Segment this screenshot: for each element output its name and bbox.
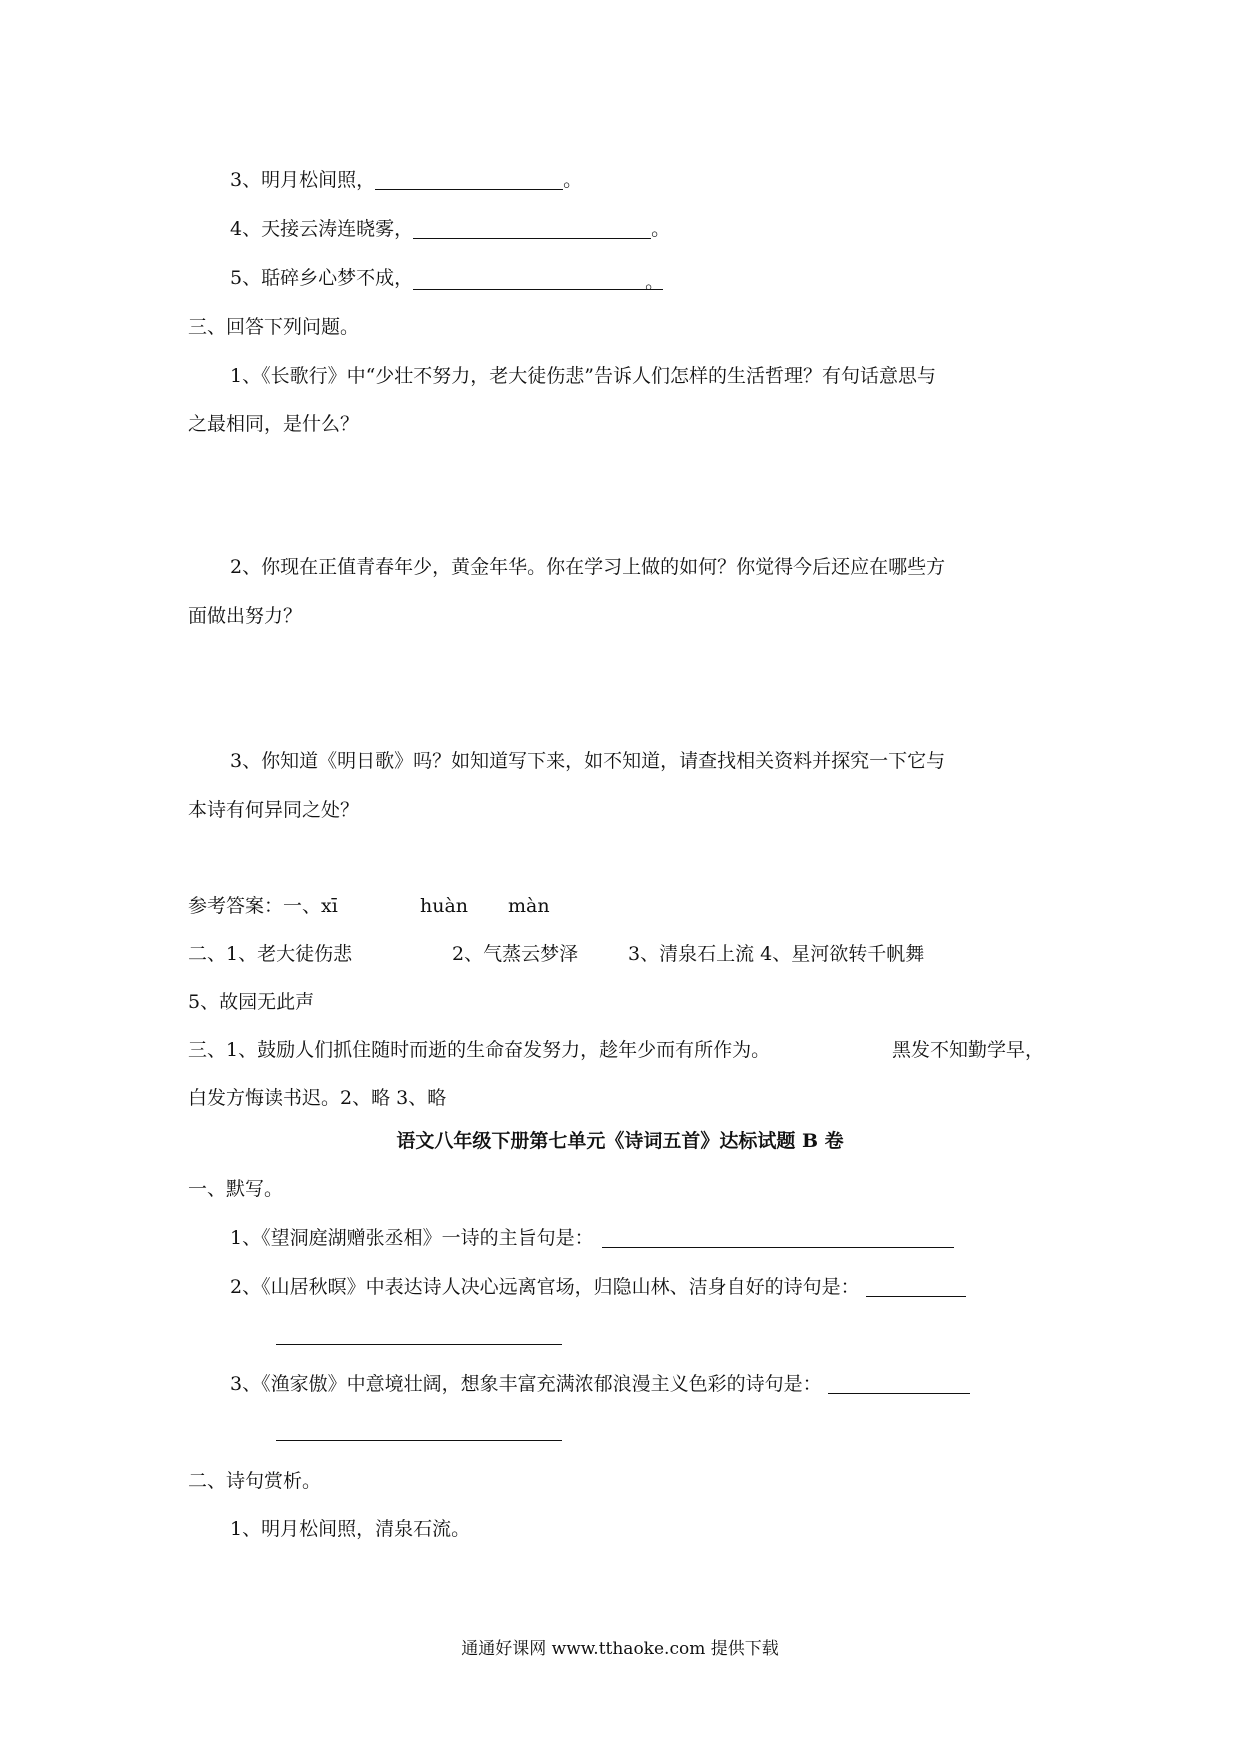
answer-blank[interactable] xyxy=(828,1373,970,1394)
section-3-q2-line1: 2、你现在正值青春年少，黄金年华。你在学习上做的如何？你觉得今后还应在哪些方 xyxy=(230,556,946,578)
fill-question-3 xyxy=(230,167,582,193)
answers-pinyin-2: huàn xyxy=(420,895,469,917)
section-3-q3-line2: 本诗有何异同之处？ xyxy=(188,799,360,821)
test-b-q3-text: 3、《渔家傲》中意境壮阔，想象丰富充满浓郁浪漫主义色彩的诗句是： xyxy=(230,1373,822,1395)
answer-blank[interactable] xyxy=(413,218,651,239)
section-3-q1-line2: 之最相同，是什么？ xyxy=(188,413,360,435)
test-b-section-2-q1: 1、明月松间照，清泉石流。 xyxy=(230,1518,471,1540)
period: 。 xyxy=(651,218,671,240)
answer-blank[interactable] xyxy=(413,269,665,293)
answers-sec2-b: 2、气蒸云梦泽 xyxy=(452,943,579,965)
test-b-q3 xyxy=(230,1371,970,1397)
answers-sec2-a: 二、1、老大徒伤悲 xyxy=(188,943,353,965)
answer-blank[interactable] xyxy=(866,1276,966,1297)
answer-blank-continued[interactable] xyxy=(276,1344,562,1345)
answer-blank[interactable] xyxy=(602,1227,954,1248)
fill-question-4-text: 4、天接云涛连晓雾， xyxy=(230,218,414,240)
test-b-q1-text: 1、《望洞庭湖赠张丞相》一诗的主旨句是： xyxy=(230,1227,594,1249)
section-3-q1-line1: 1、《长歌行》中“少壮不努力，老大徒伤悲”告诉人们怎样的生活哲理？有句话意思与 xyxy=(230,365,937,387)
section-3-q2-line2: 面做出努力？ xyxy=(188,605,303,627)
answer-blank[interactable] xyxy=(375,169,563,190)
answers-label: 参考答案：一、xī xyxy=(188,895,338,917)
fill-question-5-text: 5、聒碎乡心梦不成， xyxy=(230,267,414,289)
answers-sec2-c: 3、清泉石上流 4、星河欲转千帆舞 xyxy=(628,943,925,965)
test-b-q1 xyxy=(230,1225,954,1251)
answers-pinyin-3: màn xyxy=(508,895,550,917)
answers-sec3-c: 白发方悔读书迟。2、略 3、略 xyxy=(188,1087,447,1109)
section-3-q3-line1: 3、你知道《明日歌》吗？如知道写下来，如不知道，请查找相关资料并探究一下它与 xyxy=(230,750,946,772)
answer-blank-continued[interactable] xyxy=(276,1440,562,1441)
test-b-q2-text: 2、《山居秋暝》中表达诗人决心远离官场，归隐山林、洁身自好的诗句是： xyxy=(230,1276,860,1298)
fill-question-5 xyxy=(230,265,663,291)
page-footer: 通通好课网 www.tthaoke.com 提供下载 xyxy=(461,1639,779,1659)
fill-question-3-text: 3、明月松间照， xyxy=(230,169,376,191)
section-3-heading: 三、回答下列问题。 xyxy=(188,316,360,338)
answers-sec2-d: 5、故园无此声 xyxy=(188,991,315,1013)
answers-sec3-a: 三、1、鼓励人们抓住随时而逝的生命奋发努力，趁年少而有所作为。 xyxy=(188,1039,771,1061)
period: 。 xyxy=(645,271,665,293)
test-b-title: 语文八年级下册第七单元《诗词五首》达标试题 B 卷 xyxy=(396,1130,844,1152)
period: 。 xyxy=(563,169,583,191)
fill-question-4 xyxy=(230,216,670,242)
test-b-section-2: 二、诗句赏析。 xyxy=(188,1470,322,1492)
answers-sec3-b: 黑发不知勤学早， xyxy=(892,1039,1045,1061)
test-b-q2 xyxy=(230,1274,966,1300)
test-b-section-1: 一、默写。 xyxy=(188,1178,284,1200)
